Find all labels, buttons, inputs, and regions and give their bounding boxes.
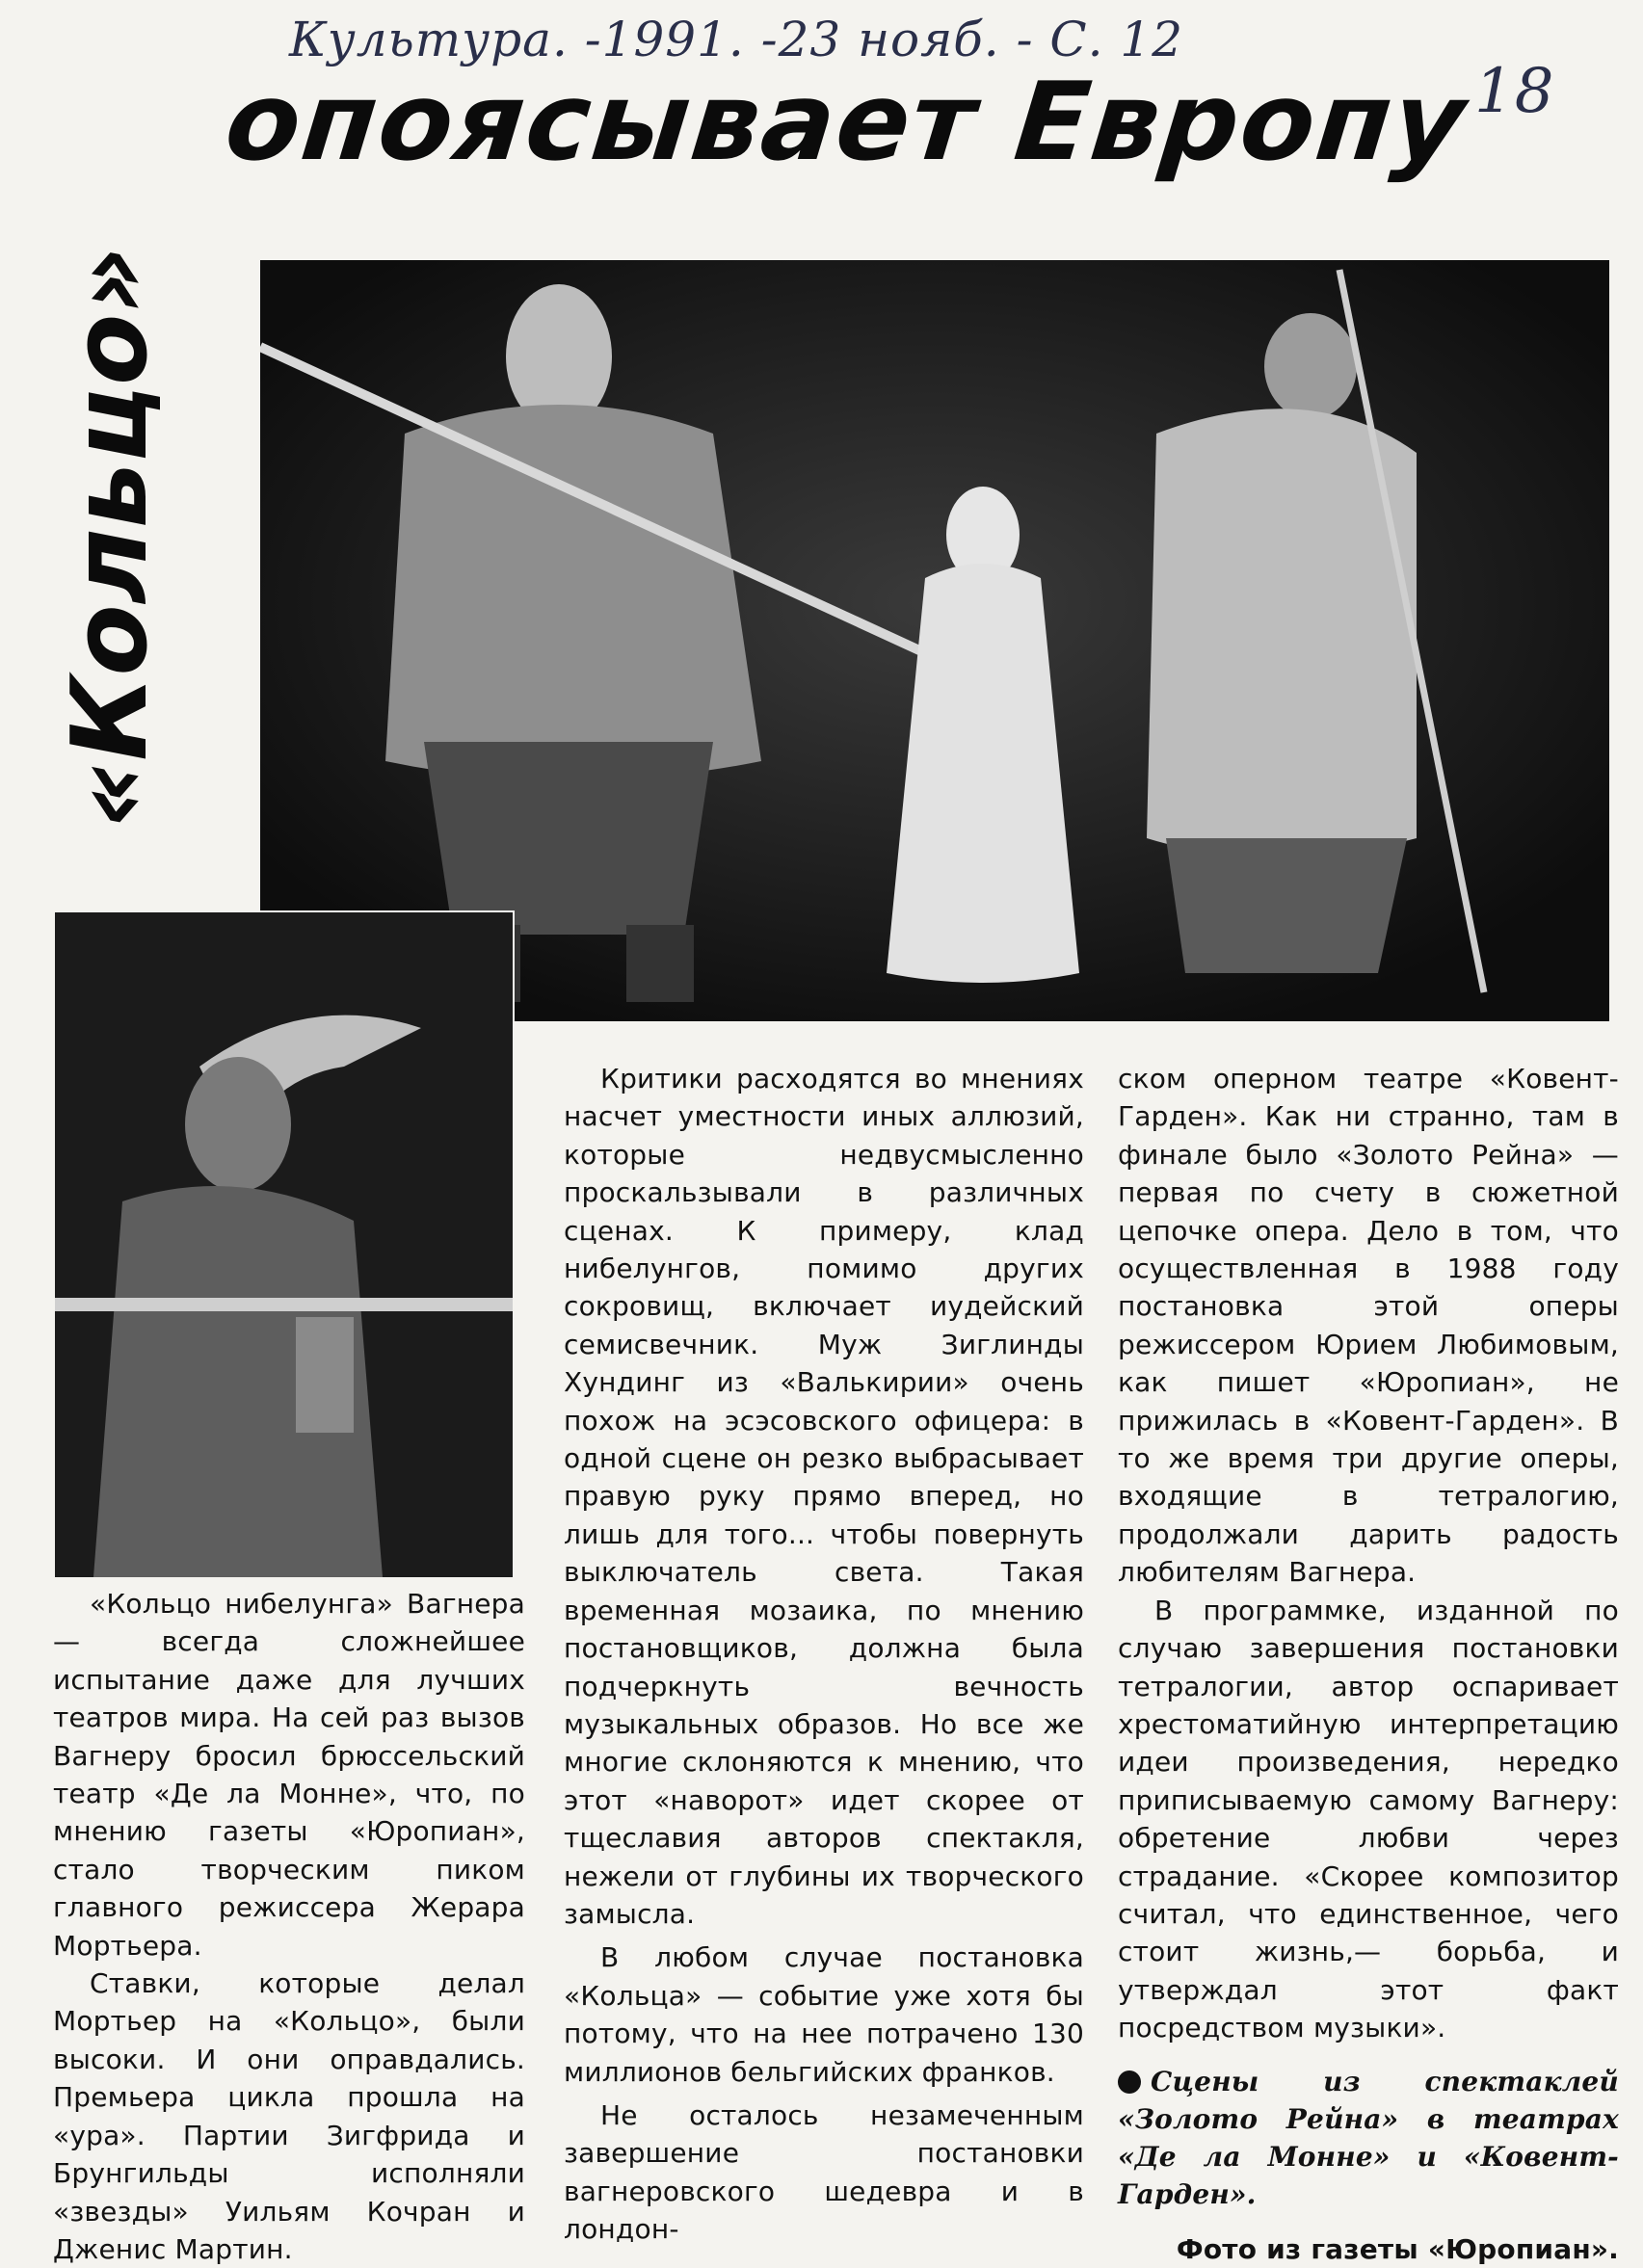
- paragraph: В программке, изданной по случаю завершения постановки тетралогии, автор оспаривает хрестоматийную интерпретацию идеи произведения, нередко приписываемую самому Вагнеру: обретение любви через страдание. «Скорее композитор считал, что единственное, чего стоит жизнь,— борьба, и утверждал этот факт посредством музыки».: [1118, 1594, 1619, 2044]
- paragraph: Критики расходятся во мнениях насчет уместности иных аллюзий, которые недвусмысленно проскальзывали в различных сценах. К примеру, клад нибелунгов, помимо других сокровищ, включает иудейский семисвечник. Муж Зиглинды Хундинг из «Валькирии» очень похож на эсэсовского офицера: в одной сцене он резко выбрасывает правую руку прямо вперед, но лишь для того... чтобы повернуть выключатель света. Такая временная мозаика, по мнению постановщиков, должна была подчеркнуть вечность музыкальных образов. Но все же многие склоняются к мнению, что этот «наворот» идет скорее от тщеславия авторов спектакля, нежели от глубины их творческого замысла.: [564, 1063, 1084, 1930]
- article-column-1: [53, 1585, 525, 2268]
- photo-caption: Сцены из спектаклей «Золото Рейна» в театрах «Де ла Монне» и «Ковент-Гарден».: [1118, 2065, 1619, 2210]
- paragraph: «Кольцо нибелунга» Вагнера — всегда сложнейшее испытание даже для лучших театров мира. На сей раз вызов Вагнеру бросил брюссельский театр «Де ла Монне», что, по мнению газеты «Юропиан», стало творческим пиком главного режиссера Жерара Мортьера.: [53, 1588, 525, 1962]
- vertical-title: «Кольцо»: [50, 246, 171, 829]
- paragraph: Не осталось незамеченным завершение постановки вагнеровского шедевра и в лондон-: [564, 2098, 1084, 2246]
- article-column-3: [1118, 1060, 1619, 2268]
- stage-photo: [260, 260, 1609, 1021]
- photo-credit: Фото из газеты «Юропиан».: [1176, 2232, 1619, 2265]
- paragraph: ском оперном театре «Ковент-Гарден». Как ни странно, там в финале было «Золото Рейна» — первая по счету в сюжетной цепочке опера. Дело в том, что осуществленная в 1988 году постановка этой оперы режиссером Юрием Любимовым, как пишет «Юропиан», не прижилась в «Ковент-Гарден». В то же время три другие оперы, входящие в тетралогию, продолжали дарить радость любителям Вагнера.: [1118, 1063, 1619, 1589]
- paragraph: Ставки, которые делал Мортьер на «Кольцо», были высоки. И они оправдались. Премьера цикла прошла на «ура». Партии Зигфрида и Брунгильды исполняли «звезды» Уильям Кочран и Дженис Мартин.: [53, 1967, 525, 2265]
- bullet-icon: [1118, 2070, 1141, 2094]
- headline: опоясывает Европу: [220, 60, 1472, 185]
- paragraph: В любом случае постановка «Кольца» — событие уже хотя бы потому, что на нее потрачено 130 миллионов бельгийских франков.: [564, 1941, 1084, 2088]
- handwritten-note: Культура. -1991. -23 нояб. - С. 12: [289, 12, 1184, 67]
- article-column-2: [564, 1060, 1084, 2249]
- inset-photo: [53, 910, 515, 1579]
- margin-note: 18: [1474, 56, 1555, 127]
